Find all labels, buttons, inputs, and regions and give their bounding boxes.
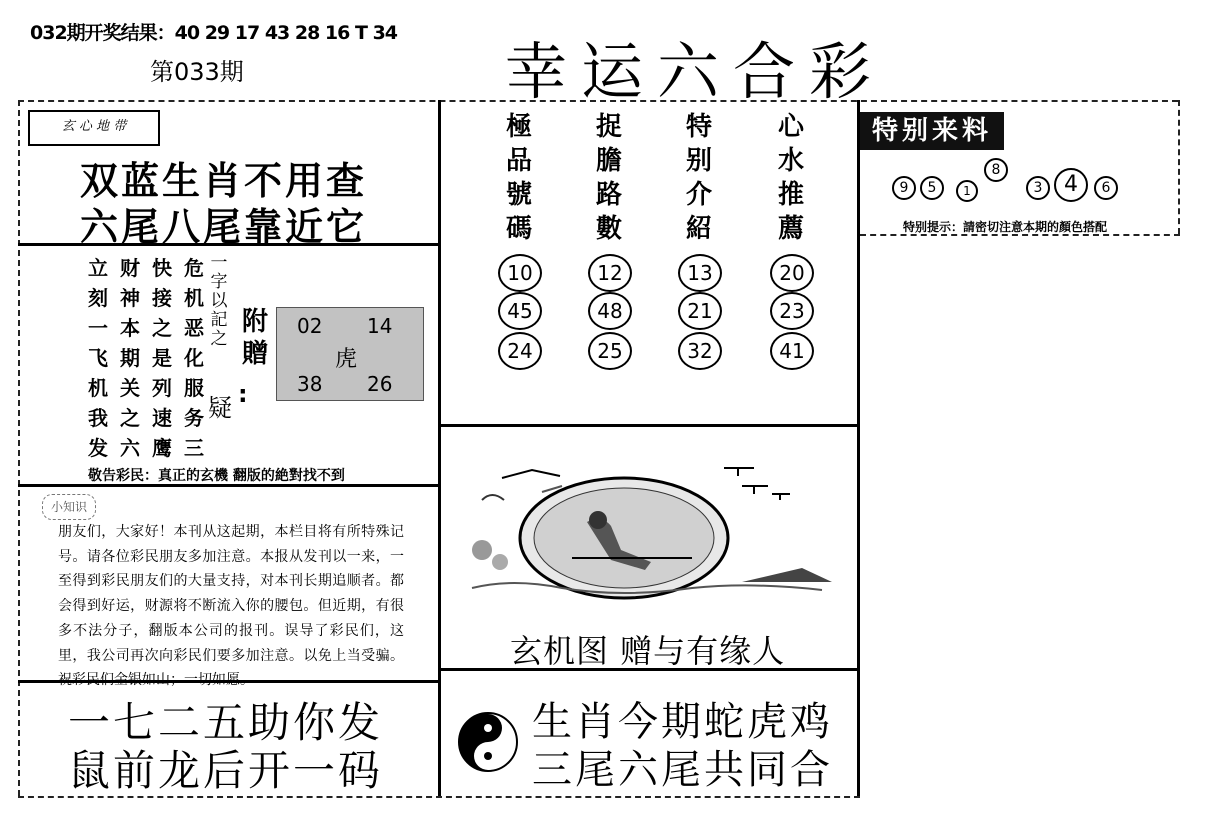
gift-animal: 虎	[335, 347, 358, 372]
poem-char: 机	[184, 286, 204, 310]
number-ball: 41	[770, 332, 814, 370]
poem-char: 快	[152, 256, 172, 280]
poem-char: 服	[184, 376, 204, 400]
column-header: 特 别 介 紹	[685, 112, 712, 244]
number-ball: 32	[678, 332, 722, 370]
poem-char: 接	[152, 286, 172, 310]
poem-char: 立	[88, 256, 108, 280]
special-ball: 3	[1026, 176, 1050, 200]
poem-char: 是	[152, 346, 172, 370]
poem-char: 六	[120, 436, 140, 460]
bottom-mid-line-2: 三尾六尾共同合	[532, 747, 833, 793]
poem-char: 飞	[88, 346, 108, 370]
column-header: 心 水 推 薦	[777, 112, 804, 244]
special-hint: 特别提示：請密切注意本期的顏色搭配	[903, 220, 1108, 234]
poem-char: 危	[184, 256, 204, 280]
gift-number: 38	[297, 372, 323, 396]
poem-char: 三	[184, 436, 204, 460]
poem-char: 一	[88, 316, 108, 340]
number-ball: 25	[588, 332, 632, 370]
notice-body: 朋友们，大家好！本刊从这起期，本栏目将有所特殊记号。请各位彩民朋友多加注意。本报从发刊以一来，一至得到彩民朋友们的大量支持，对本刊长期追顺者。都会得到好运，财源将不断流入你的腰包。但近期，有很多不法分子，翻版本公司的报刊。误导了彩民们，这里，我公司再次向彩民们要多加注意。以免上当受骗。祝彩民们金银如山；一切如愿。	[58, 524, 404, 689]
bottom-left-line-2: 鼠前龙后开一码	[68, 746, 384, 795]
special-ball: 8	[984, 158, 1008, 182]
issue-number: 第033期	[150, 58, 244, 86]
column-header: 極 品 號 碼	[505, 112, 532, 244]
notice-tag: 小知识	[42, 494, 96, 520]
gift-number: 14	[367, 314, 393, 338]
poem-char: 鹰	[152, 436, 172, 460]
slogan-line-2: 六尾八尾靠近它	[80, 205, 368, 249]
poem-char: 刻	[88, 286, 108, 310]
number-ball: 23	[770, 292, 814, 330]
poem-grid	[82, 252, 210, 462]
page-title: 幸运六合彩	[505, 35, 886, 108]
bottom-mid-line-1: 生肖今期蛇虎鸡	[532, 699, 833, 745]
poem-char: 之	[152, 316, 172, 340]
poem-char: 列	[152, 376, 172, 400]
hline-mid-1	[438, 424, 858, 427]
number-ball: 20	[770, 254, 814, 292]
number-ball: 12	[588, 254, 632, 292]
poem-char: 财	[120, 256, 140, 280]
special-ball: 5	[920, 176, 944, 200]
divider-right	[857, 100, 860, 796]
slogan-line-1: 双蓝生肖不用查	[80, 159, 368, 203]
poem-char: 速	[152, 406, 172, 430]
special-title: 特别来料	[860, 112, 1004, 150]
number-ball: 10	[498, 254, 542, 292]
number-ball: 21	[678, 292, 722, 330]
vertical-note: 一字以記之	[210, 253, 228, 349]
frame-top	[18, 100, 1178, 102]
poem-char: 我	[88, 406, 108, 430]
gift-colon: :	[238, 380, 248, 408]
bottom-left-line-1: 一七二五助你发	[68, 698, 384, 747]
vertical-end: 疑	[208, 394, 232, 422]
poem-char: 期	[120, 346, 140, 370]
gift-number: 26	[367, 372, 393, 396]
poem-char: 恶	[184, 316, 204, 340]
poem-char: 本	[120, 316, 140, 340]
gift-number: 02	[297, 314, 323, 338]
poem-char: 机	[88, 376, 108, 400]
frame-left	[18, 100, 20, 796]
special-ball: 6	[1094, 176, 1118, 200]
poem-char: 化	[184, 346, 204, 370]
number-ball: 24	[498, 332, 542, 370]
xuanji-caption: 玄机图 赠与有缘人	[510, 632, 786, 670]
number-ball: 45	[498, 292, 542, 330]
draw-result: 032期开奖结果：40 29 17 43 28 16 T 34	[30, 22, 398, 44]
column-header: 捉 膽 路 數	[595, 112, 622, 244]
poem-char: 关	[120, 376, 140, 400]
special-ball: 4	[1054, 168, 1088, 202]
section-tag: 玄 心 地 带	[28, 110, 160, 146]
number-ball: 48	[588, 292, 632, 330]
warning-text: 敬告彩民：真正的玄機 翻版的絶對找不到	[88, 468, 345, 484]
special-ball: 9	[892, 176, 916, 200]
poem-char: 发	[88, 436, 108, 460]
divider-left	[438, 100, 441, 796]
gift-box	[276, 307, 424, 401]
yin-yang-icon	[458, 712, 518, 772]
gift-label: 附贈	[241, 307, 268, 369]
frame-right	[1178, 100, 1180, 234]
special-ball: 1	[956, 180, 978, 202]
poem-char: 务	[184, 406, 204, 430]
poem-char: 神	[120, 286, 140, 310]
number-ball: 13	[678, 254, 722, 292]
poem-char: 之	[120, 406, 140, 430]
